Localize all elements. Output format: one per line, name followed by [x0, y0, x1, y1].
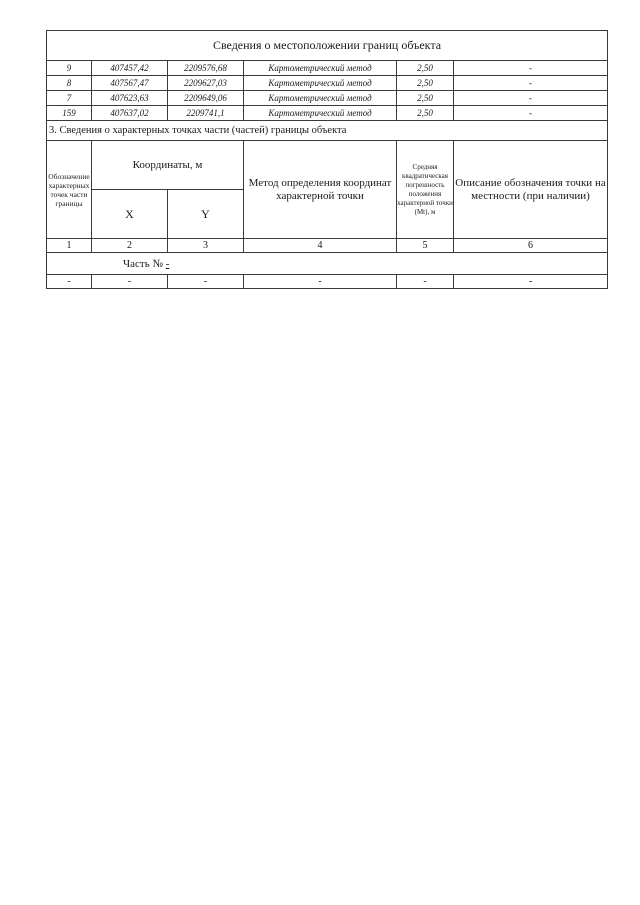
empty-cell: -: [397, 275, 454, 289]
point-y: 2209649,06: [168, 91, 244, 106]
empty-cell: -: [168, 275, 244, 289]
point-y: 2209741,1: [168, 106, 244, 121]
empty-cell: -: [244, 275, 397, 289]
point-x: 407637,02: [92, 106, 168, 121]
point-accuracy: 2,50: [397, 76, 454, 91]
point-description: -: [454, 76, 608, 91]
table-row: [47, 106, 608, 121]
point-x: 407457,42: [92, 61, 168, 76]
table-title: Сведения о местоположении границ объекта: [47, 31, 608, 61]
boundary-table: [46, 30, 608, 289]
part-label: [47, 253, 608, 275]
header-description: Описание обозначения точки на местности (при наличии): [454, 141, 608, 239]
point-x: 407623,63: [92, 91, 168, 106]
part-label-text: Часть №: [123, 257, 166, 270]
header-accuracy: Средняя квадратическая погрешность положения характерной точки (Mt), м: [397, 141, 454, 239]
column-number: 1: [47, 239, 92, 253]
header-point-name: Обозначение характерных точек части границы: [47, 141, 92, 239]
header-y: Y: [168, 190, 244, 239]
point-name: 7: [47, 91, 92, 106]
table-row: [47, 91, 608, 106]
point-y: 2209627,03: [168, 76, 244, 91]
point-method: Картометрический метод: [244, 91, 397, 106]
point-accuracy: 2,50: [397, 61, 454, 76]
section-title: 3. Сведения о характерных точках части (частей) границы объекта: [47, 121, 608, 141]
part-number: -: [165, 257, 170, 270]
column-number: 5: [397, 239, 454, 253]
column-number: 3: [168, 239, 244, 253]
empty-cell: -: [47, 275, 92, 289]
column-number: 4: [244, 239, 397, 253]
header-coordinates: Координаты, м: [92, 141, 244, 190]
point-x: 407567,47: [92, 76, 168, 91]
point-description: -: [454, 106, 608, 121]
column-number: 6: [454, 239, 608, 253]
point-accuracy: 2,50: [397, 106, 454, 121]
point-method: Картометрический метод: [244, 106, 397, 121]
header-x: X: [92, 190, 168, 239]
point-description: -: [454, 91, 608, 106]
table-row: [47, 61, 608, 76]
point-y: 2209576,68: [168, 61, 244, 76]
table-row: [47, 275, 608, 289]
point-method: Картометрический метод: [244, 76, 397, 91]
empty-cell: -: [92, 275, 168, 289]
document-page: [46, 30, 607, 289]
point-name: 8: [47, 76, 92, 91]
column-number: 2: [92, 239, 168, 253]
table-row: [47, 76, 608, 91]
point-description: -: [454, 61, 608, 76]
point-accuracy: 2,50: [397, 91, 454, 106]
point-method: Картометрический метод: [244, 61, 397, 76]
empty-cell: -: [454, 275, 608, 289]
point-name: 159: [47, 106, 92, 121]
header-method: Метод определения координат характерной точки: [244, 141, 397, 239]
point-name: 9: [47, 61, 92, 76]
column-number-row: [47, 239, 608, 253]
